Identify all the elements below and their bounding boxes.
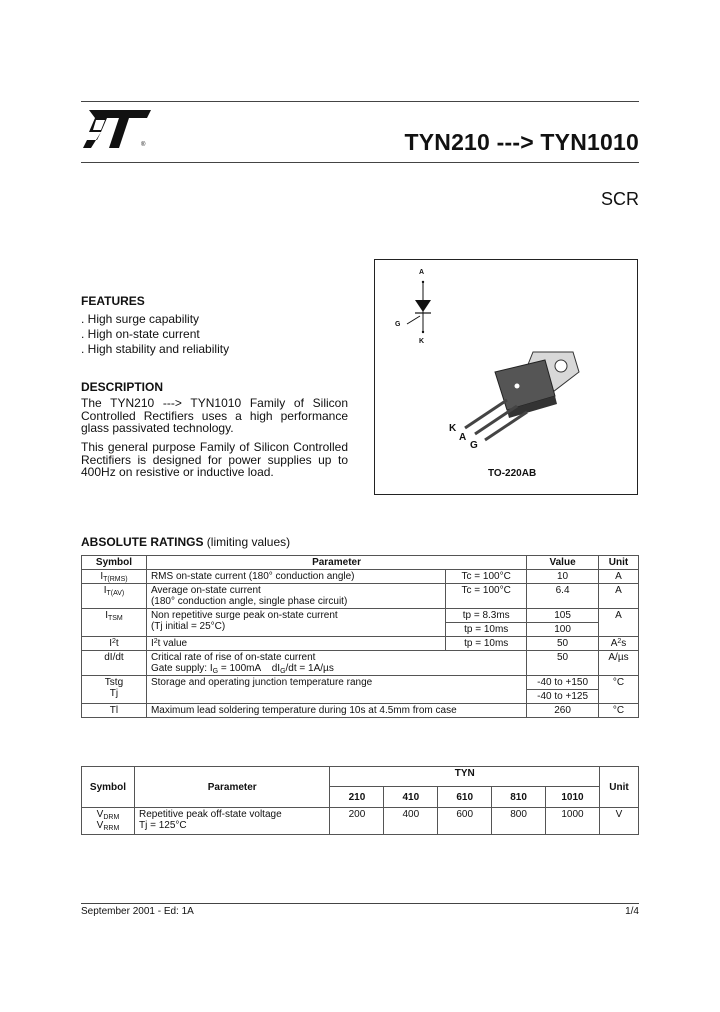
value-cell: 400 [384, 808, 438, 835]
col-parameter: Parameter [134, 767, 330, 808]
voltage-table [81, 766, 639, 835]
col-variant: 1010 [546, 787, 600, 808]
feature-item: . High stability and reliability [81, 342, 230, 356]
col-symbol: Symbol [82, 767, 135, 808]
ratings-heading-title: ABSOLUTE RATINGS [81, 535, 204, 549]
value-cell: 10 [527, 570, 599, 584]
col-unit: Unit [599, 556, 639, 570]
col-variant: 610 [438, 787, 492, 808]
symbol-cell: dI/dt [82, 651, 147, 676]
package-box [374, 259, 638, 495]
st-logo [81, 108, 153, 152]
unit-cell: A/µs [599, 651, 639, 676]
page-subtitle: SCR [600, 189, 639, 209]
ratings-heading-note: (limiting values) [206, 535, 291, 549]
unit-cell: A [599, 570, 639, 584]
absolute-ratings-table [81, 555, 639, 718]
unit-cell: A [599, 584, 639, 609]
footer-date: September 2001 - Ed: 1A [81, 906, 194, 917]
value-cell: 100 [527, 623, 599, 637]
table-row [82, 570, 639, 584]
description-paragraph: This general purpose Family of Silicon Controlled Rectifiers is designed for power supplies up to 400Hz on resistive or inductive load. [81, 440, 348, 479]
col-group-tyn: TYN [330, 767, 599, 787]
condition-cell: tp = 10ms [446, 637, 527, 651]
symbol-cathode-label: K [419, 338, 425, 345]
package-name: TO-220AB [488, 468, 537, 479]
parameter-cell: Critical rate of rise of on-state current Gate supply: $I_G = 100mA$ $dI_G/dt = 1A/\mu s$ [146, 651, 526, 676]
col-unit: Unit [599, 767, 638, 808]
table-row [82, 651, 639, 676]
parameter-cell: Average on-state current (180° conduction angle, single phase circuit) [146, 584, 445, 609]
parameter-cell: Repetitive peak off-state voltage Tj = 125°C [134, 808, 330, 835]
footer-rule [81, 903, 639, 904]
symbol-cell: $I_{T(AV)}$ [82, 584, 147, 609]
table-header-row [82, 556, 639, 570]
feature-item: . High surge capability [81, 312, 200, 326]
description-paragraph: The TYN210 ---> TYN1010 Family of Silicon Controlled Rectifiers uses a high performance glass passivated technology. [81, 396, 348, 435]
unit-cell: °C [599, 704, 639, 718]
symbol-anode-label: A [419, 269, 425, 276]
pin-g-label: G [470, 440, 478, 451]
col-value: Value [527, 556, 599, 570]
parameter-cell: RMS on-state current (180° conduction angle) [146, 570, 445, 584]
value-cell: 260 [527, 704, 599, 718]
table-row [82, 808, 639, 835]
symbol-cell: Tl [82, 704, 147, 718]
unit-cell: $A^2s$ [599, 637, 639, 651]
value-cell: 50 [527, 637, 599, 651]
ratings-heading [81, 535, 290, 549]
top-rule [81, 101, 639, 102]
symbol-cell: $V_{DRM}$ $V_{RRM}$ [82, 808, 135, 835]
title-rule [81, 162, 639, 163]
registered-mark: ® [141, 142, 146, 148]
symbol-cell: $I^2t$ [82, 637, 147, 651]
unit-cell: V [599, 808, 638, 835]
footer-page-number: 1/4 [625, 906, 639, 917]
value-cell: 6.4 [527, 584, 599, 609]
description-heading: DESCRIPTION [81, 380, 164, 394]
parameter-cell: Storage and operating junction temperature range [146, 676, 526, 704]
col-variant: 210 [330, 787, 384, 808]
pin-a-label: A [459, 432, 467, 443]
col-symbol: Symbol [82, 556, 147, 570]
parameter-cell: Non repetitive surge peak on-state current (Tj initial = 25°C) [146, 609, 445, 637]
to220-package-icon [375, 260, 637, 494]
value-cell: 1000 [546, 808, 600, 835]
parameter-cell: Maximum lead soldering temperature during 10s at 4.5mm from case [146, 704, 526, 718]
condition-cell: tp = 8.3ms [446, 609, 527, 623]
value-cell: 600 [438, 808, 492, 835]
table-row [82, 704, 639, 718]
value-cell: 105 [527, 609, 599, 623]
symbol-cell: $I_{T(RMS)}$ [82, 570, 147, 584]
condition-cell: tp = 10ms [446, 623, 527, 637]
value-cell: 50 [527, 651, 599, 676]
page-title: TYN210 ---> TYN1010 [404, 129, 639, 155]
unit-cell: °C [599, 676, 639, 704]
condition-cell: Tc = 100°C [446, 584, 527, 609]
value-cell: 200 [330, 808, 384, 835]
features-heading: FEATURES [81, 294, 145, 308]
col-variant: 810 [492, 787, 546, 808]
table-header-row [82, 767, 639, 787]
value-cell: -40 to +150 -40 to +125 [527, 676, 599, 704]
feature-item: . High on-state current [81, 327, 200, 341]
table-row [82, 676, 639, 704]
value-cell: 800 [492, 808, 546, 835]
symbol-gate-label: G [395, 321, 401, 328]
unit-cell: A [599, 609, 639, 637]
table-row [82, 637, 639, 651]
table-row [82, 609, 639, 623]
col-variant: 410 [384, 787, 438, 808]
condition-cell: Tc = 100°C [446, 570, 527, 584]
pin-k-label: K [449, 423, 457, 434]
col-parameter: Parameter [146, 556, 526, 570]
table-row [82, 584, 639, 609]
symbol-cell: $I_{TSM}$ [82, 609, 147, 637]
symbol-cell: Tstg Tj [82, 676, 147, 704]
parameter-cell: $I^2t$ value [146, 637, 445, 651]
